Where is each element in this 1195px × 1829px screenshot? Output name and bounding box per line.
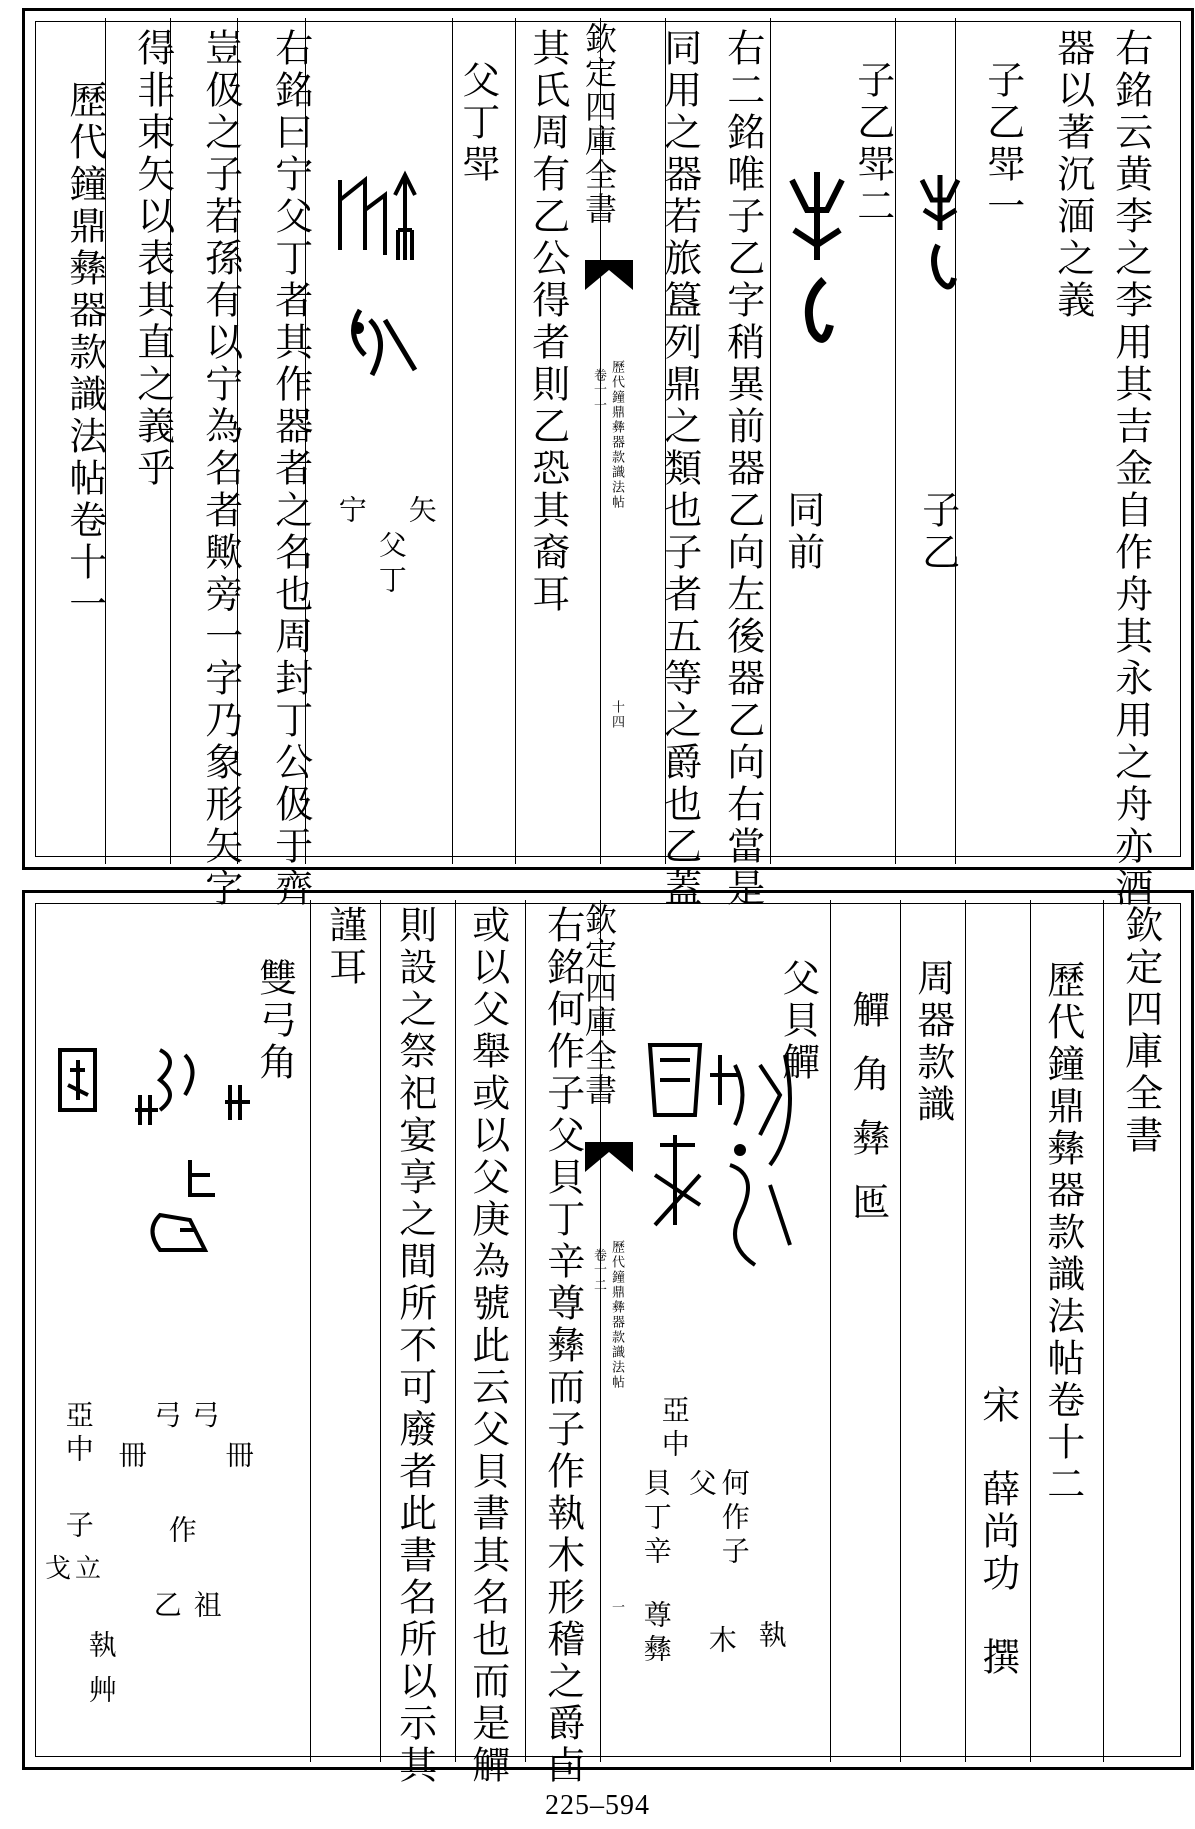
text-column: 豈伋之子若孫有以宁為名者歟旁一字乃象形矢字 <box>198 28 243 910</box>
column-divider <box>455 900 456 1762</box>
column-divider <box>770 18 771 864</box>
vessel-title: 父貝觶 <box>775 958 820 1084</box>
transcription-text: 父 <box>684 1468 718 1502</box>
column-divider <box>955 18 956 864</box>
transcription-text: 乙 <box>149 1590 183 1624</box>
section-title: 周器款識 <box>910 958 955 1126</box>
text-column: 同用之器若旅簋列鼎之類也子者五等之爵也乙蓋 <box>657 28 702 910</box>
inscription-glyph-zi-yi <box>772 160 862 360</box>
fishtail-mark <box>583 1140 633 1180</box>
transcription-text: 戈立 <box>45 1554 106 1584</box>
fold-title: 欽定四庫全書 <box>580 903 618 1107</box>
juan-label: 歷代鐘鼎彝器款識法帖卷十一 <box>62 80 107 626</box>
author-line: 宋 薛尚功 撰 <box>975 1385 1020 1679</box>
page-number: 225–594 <box>545 1790 650 1821</box>
transcription-text: 弓 <box>187 1400 221 1434</box>
transcription-text: 尊彝 <box>639 1600 673 1668</box>
text-column: 右銘何作子父貝丁辛尊彝而子作執木形稽之爵卣 <box>540 905 585 1787</box>
vessel-title: 子乙斝一 <box>980 60 1025 228</box>
fold-juan: 卷十二 <box>591 1248 606 1293</box>
inscription-glyph-fu-bei <box>640 1035 810 1295</box>
book-header: 欽定四庫全書 <box>1118 905 1163 1157</box>
transcription-text: 作 <box>164 1515 198 1549</box>
fold-page-number: 十四 <box>609 700 624 730</box>
text-column: 得非束矢以表其直之義乎 <box>130 28 175 490</box>
column-divider <box>310 900 311 1762</box>
text-column: 其氏周有乙公得者則乙恐其裔耳 <box>525 28 570 616</box>
transcription-text: 亞中 <box>657 1395 691 1463</box>
transcription-char: 丁 <box>374 565 408 599</box>
book-title: 歷代鐘鼎彝器款識法帖卷十二 <box>1040 960 1085 1506</box>
inscription-glyph-zi-yi <box>910 160 970 300</box>
section-subtitle: 觶角彝匜 <box>845 990 890 1246</box>
transcription-text: 冊 <box>221 1440 255 1474</box>
inscription-glyph-gong-ce <box>40 1040 280 1290</box>
column-divider <box>900 900 901 1762</box>
transcription-text: 貝丁辛 <box>639 1468 673 1570</box>
column-divider <box>452 18 453 864</box>
vessel-title: 父丁斝 <box>455 60 500 186</box>
transcription-text: 執 <box>84 1630 118 1664</box>
column-divider <box>965 900 966 1762</box>
inscription-transcription: 同前 <box>780 490 825 574</box>
column-divider <box>895 18 896 864</box>
text-column: 則設之祭祀宴享之間所不可廢者此書名所以示其 <box>392 905 437 1787</box>
column-divider <box>515 18 516 864</box>
transcription-char: 父 <box>374 530 408 564</box>
text-column: 器以著沉湎之義 <box>1050 28 1095 322</box>
transcription-text: 亞中 <box>61 1400 95 1468</box>
column-divider <box>1030 900 1031 1762</box>
transcription-text: 木 <box>704 1625 738 1659</box>
text-column: 右銘曰宁父丁者其作器者之名也周封丁公伋于齊 <box>268 28 313 910</box>
column-divider <box>1103 900 1104 1762</box>
fold-page-number: 一 <box>609 1600 624 1615</box>
fishtail-mark <box>583 258 633 298</box>
transcription-char: 矢 <box>404 495 438 529</box>
vessel-title: 子乙斝二 <box>850 60 895 228</box>
text-column: 或以父舉或以父庚為號此云父貝書其名也而是觶 <box>465 905 510 1787</box>
text-column: 右二銘唯子乙字稍異前器乙向左後器乙向右當是 <box>720 28 765 910</box>
fold-book-title: 歷代鐘鼎彝器款識法帖 <box>609 1240 624 1390</box>
transcription-text: 冊 <box>114 1440 148 1474</box>
inscription-glyph-fu-ding <box>330 170 440 400</box>
transcription-text: 子 <box>61 1510 95 1544</box>
text-column: 謹耳 <box>322 905 367 989</box>
text-column: 右銘云黄李之李用其吉金自作舟其永用之舟亦酒 <box>1108 28 1153 910</box>
transcription-text: 弓 <box>149 1400 183 1434</box>
vessel-title: 雙弓角 <box>252 958 297 1084</box>
inscription-transcription: 子乙 <box>915 490 960 574</box>
transcription-char: 宁 <box>334 495 368 529</box>
fold-title: 欽定四庫全書 <box>580 22 618 226</box>
column-divider <box>830 900 831 1762</box>
column-divider <box>380 900 381 1762</box>
fold-book-title: 歷代鐘鼎彝器款識法帖 <box>609 360 624 510</box>
fold-juan: 卷十一 <box>591 368 606 413</box>
transcription-text: 何作子 <box>717 1468 751 1570</box>
transcription-text: 艸 <box>84 1675 118 1709</box>
transcription-text: 祖 <box>189 1590 223 1624</box>
transcription-text: 執 <box>754 1620 788 1654</box>
column-divider <box>525 900 526 1762</box>
